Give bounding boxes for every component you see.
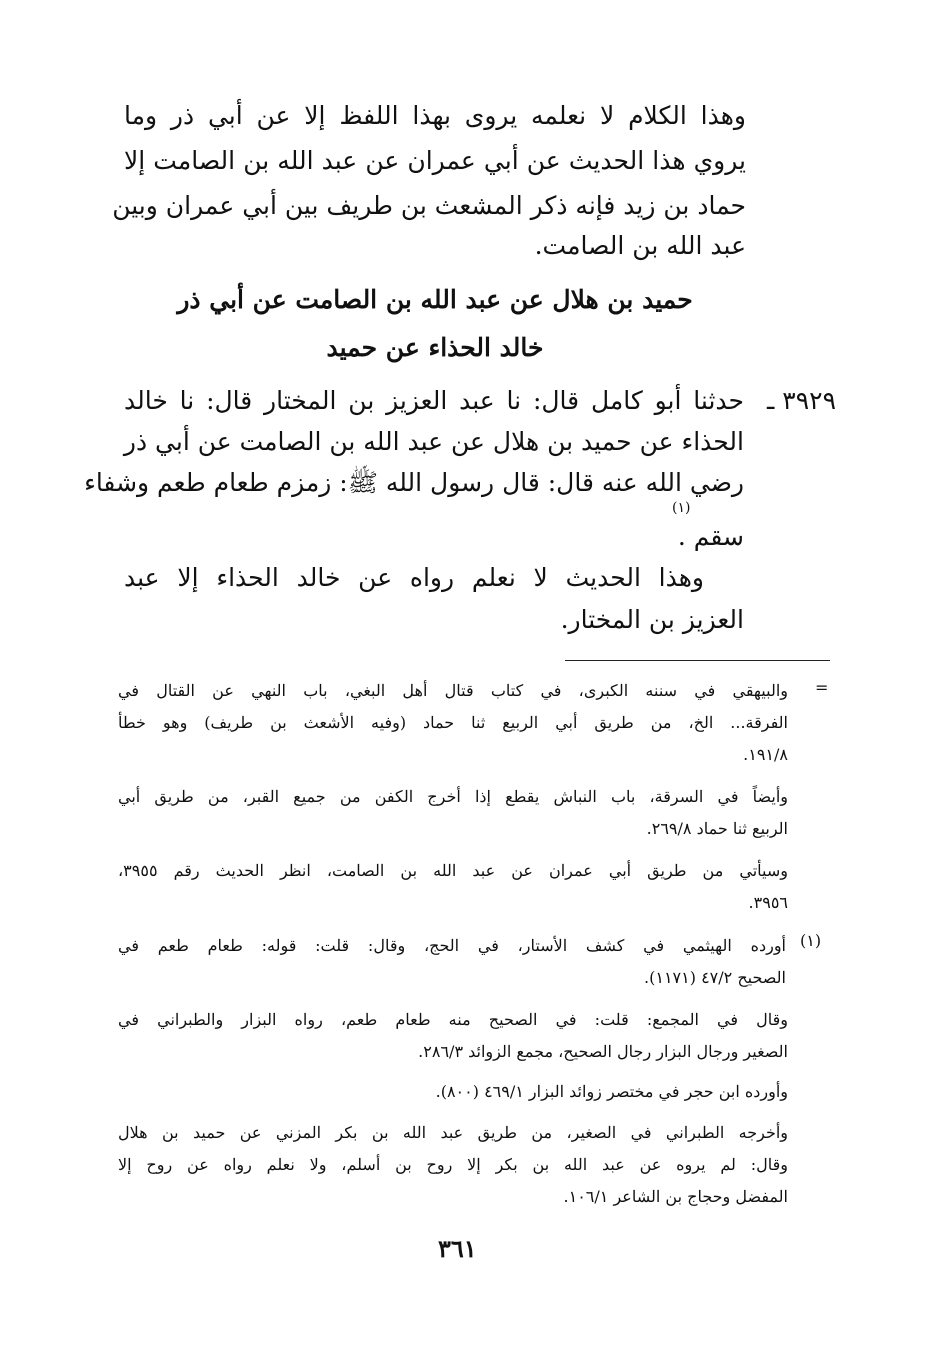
footnote-line: الصحيح ٤٧/٢ (١١٧١). [644,968,786,987]
footnote-line: وقال: لم يروه عن عبد الله بن بكر إلا روح بن أسلم، ولا نعلم رواه عن روح إلا [118,1155,788,1174]
section-heading: حميد بن هلال عن عبد الله بن الصامت عن أبي ذر [177,285,693,314]
paragraph-line: وهذا الحديث لا نعلم رواه عن خالد الحذاء إلا عبد [124,563,704,592]
footnote-reference: (١) [672,500,691,516]
footnote-line: أورده الهيثمي في كشف الأستار، في الحج، وقال: قلت: قوله: طعام طعم في [118,936,786,955]
section-subheading: خالد الحذاء عن حميد [326,333,544,362]
footnote-line: ٣٩٥٦. [748,893,788,912]
footnote-line: الفرقة... الخ، من طريق أبي الربيع ثنا حماد (وفيه الأشعث بن طريف) وهو خطأ [118,713,788,732]
footnote-line: الصغير ورجال البزار رجال الصحيح، مجمع الزوائد ٢٨٦/٣. [418,1042,788,1061]
footnote-line: الربيع ثنا حماد ٢٦٩/٨. [646,819,788,838]
page-number: ٣٦١ [438,1234,477,1263]
paragraph-line: عبد الله بن الصامت. [534,231,746,260]
footnote-number: (١) [800,931,822,950]
footnote-line: وأيضاً في السرقة، باب النباش يقطع إذا أخرج الكفن من جميع القبر، من طريق أبي [118,787,788,806]
footnote-line: المفضل وحجاج بن الشاعر ١٠٦/١. [563,1187,788,1206]
footnote-line: ١٩١/٨. [743,745,788,764]
paragraph-line: وهذا الكلام لا نعلمه يروى بهذا اللفظ إلا عن أبي ذر وما [124,101,746,130]
hadith-line: الحذاء عن حميد بن هلال عن عبد الله بن الصامت عن أبي ذر [123,427,744,456]
footnote-line: والبيهقي في سننه الكبرى، في كتاب قتال أهل البغي، باب النهي عن القتال في [118,681,788,700]
paragraph-line: يروي هذا الحديث عن أبي عمران عن عبد الله بن الصامت إلا [124,146,746,175]
footnote-separator [565,660,830,661]
hadith-line: حدثنا أبو كامل قال: نا عبد العزيز بن المختار قال: نا خالد [124,386,744,415]
paragraph-line: حماد بن زيد فإنه ذكر المشعث بن طريف بين أبي عمران وبين [112,191,746,220]
footnote-line: وقال في المجمع: قلت: في الصحيح منه طعام طعم، رواه البزار والطبراني في [118,1010,788,1029]
continuation-marker: = [815,678,829,697]
hadith-line: سقم . [677,522,744,551]
paragraph-line: العزيز بن المختار. [560,605,744,634]
footnote-line: وأورده ابن حجر في مختصر زوائد البزار ٤٦٩/١ (٨٠٠). [435,1082,788,1101]
footnote-line: وأخرجه الطبراني في الصغير، من طريق عبد الله بن بكر المزني عن حميد بن هلال [118,1123,788,1142]
hadith-line: رضي الله عنه قال: قال رسول الله ﷺ: زمزم طعام طعم وشفاء [84,468,744,497]
footnote-line: وسيأتي من طريق أبي عمران عن عبد الله بن الصامت، انظر الحديث رقم ٣٩٥٥، [118,861,788,880]
hadith-number: ٣٩٢٩ ـ [767,386,836,415]
